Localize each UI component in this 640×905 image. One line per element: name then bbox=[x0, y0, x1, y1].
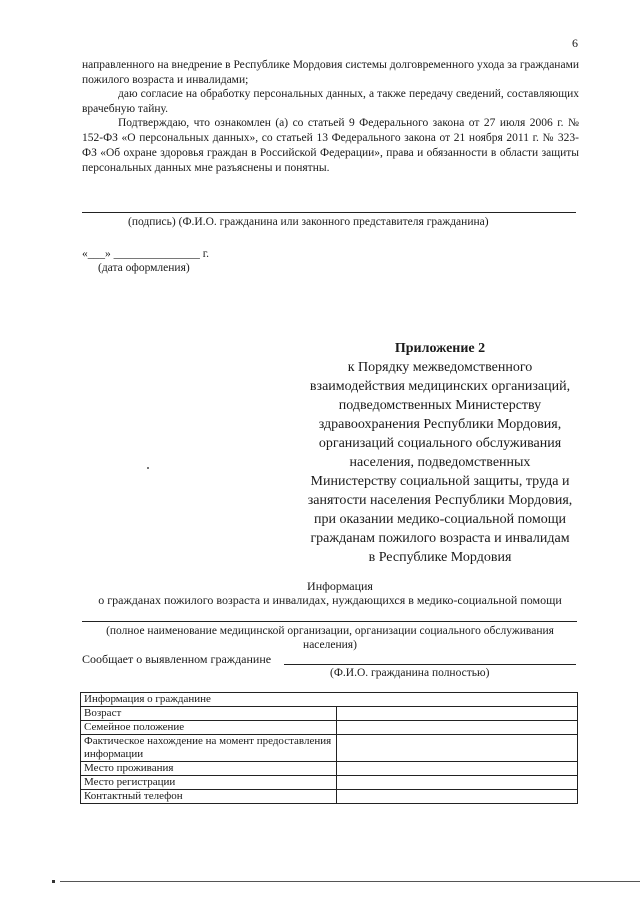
appendix-line: к Порядку межведомственного bbox=[347, 360, 533, 375]
citizen-name-line bbox=[284, 664, 576, 665]
form-heading: Информация bbox=[307, 579, 373, 593]
table-row bbox=[81, 776, 578, 790]
consent-paragraph-1: направленного на внедрение в Республике Мордовия системы долговременного ухода за гражданами пожилого возраста и инвалидами; bbox=[82, 59, 579, 86]
appendix-title: Приложение 2 bbox=[394, 341, 486, 356]
appendix-line: населения, подведомственных bbox=[349, 455, 531, 470]
appendix-line: Министерству социальной защиты, труда и bbox=[310, 474, 570, 489]
citizen-info-table bbox=[80, 692, 578, 804]
consent-paragraph-3: Подтверждаю, что ознакомлен (а) со статьей 9 Федерального закона от 27 июля 2006 г. № 152-ФЗ «О персональных данных», со статьей 13 Федерального закона от 21 ноября 2011 г. № 323-ФЗ «Об охране здоровья граждан в Российской Федерации», права и обязанности в области защиты персональных данных мне разъяснены и понятны. bbox=[82, 117, 579, 174]
table-row-label: Место регистрации bbox=[81, 776, 337, 790]
form-subheading: о гражданах пожилого возраста и инвалидах, нуждающихся в медико-социальной помощи bbox=[98, 593, 562, 607]
table-row-label: Фактическое нахождение на момент предоставления информации bbox=[81, 735, 337, 762]
table-header-row bbox=[81, 693, 578, 707]
signature-line bbox=[82, 212, 576, 213]
table-row-label: Контактный телефон bbox=[81, 790, 337, 804]
signature-caption: (подпись) (Ф.И.О. гражданина или законного представителя гражданина) bbox=[128, 216, 489, 228]
table-row-value bbox=[337, 790, 578, 804]
table-row-value bbox=[337, 776, 578, 790]
date-caption: (дата оформления) bbox=[98, 262, 190, 274]
page-number: 6 bbox=[572, 36, 578, 50]
consent-paragraph-2: даю согласие на обработку персональных данных, а также передачу сведений, составляющих врачебную тайну. bbox=[82, 88, 579, 115]
table-row-label: Место проживания bbox=[81, 762, 337, 776]
table-row-label: Семейное положение bbox=[81, 721, 337, 735]
organization-line bbox=[82, 621, 577, 622]
table-row bbox=[81, 790, 578, 804]
table-header: Информация о гражданине bbox=[81, 693, 578, 707]
appendix-line: в Республике Мордовия bbox=[368, 550, 512, 565]
table-row bbox=[81, 721, 578, 735]
table-row bbox=[81, 762, 578, 776]
appendix-line: взаимодействия медицинских организаций, bbox=[309, 379, 571, 394]
scan-mark bbox=[52, 880, 55, 883]
scan-bottom-edge bbox=[60, 881, 640, 882]
appendix-block bbox=[290, 339, 590, 567]
appendix-line: подведомственных Министерству bbox=[338, 398, 542, 413]
appendix-line: здравоохранения Республики Мордовия, bbox=[318, 417, 562, 432]
table-row-label: Возраст bbox=[81, 707, 337, 721]
table-row-value bbox=[337, 735, 578, 762]
date-line: «___» _______________ г. bbox=[82, 248, 210, 260]
table-row-value bbox=[337, 762, 578, 776]
citizen-label: Сообщает о выявленном гражданине bbox=[82, 652, 272, 666]
table-row bbox=[81, 735, 578, 762]
appendix-line: при оказании медико-социальной помощи bbox=[313, 512, 566, 527]
organization-caption: (полное наименование медицинской организации, организации социального обслуживания населения) bbox=[106, 625, 554, 651]
table-row-value bbox=[337, 707, 578, 721]
table-row bbox=[81, 707, 578, 721]
appendix-line: гражданам пожилого возраста и инвалидам bbox=[310, 531, 570, 546]
appendix-line: организаций социального обслуживания bbox=[318, 436, 562, 451]
table-row-value bbox=[337, 721, 578, 735]
scan-speck bbox=[147, 467, 149, 469]
citizen-caption: (Ф.И.О. гражданина полностью) bbox=[330, 667, 490, 679]
appendix-line: занятости населения Республики Мордовия, bbox=[307, 493, 573, 508]
